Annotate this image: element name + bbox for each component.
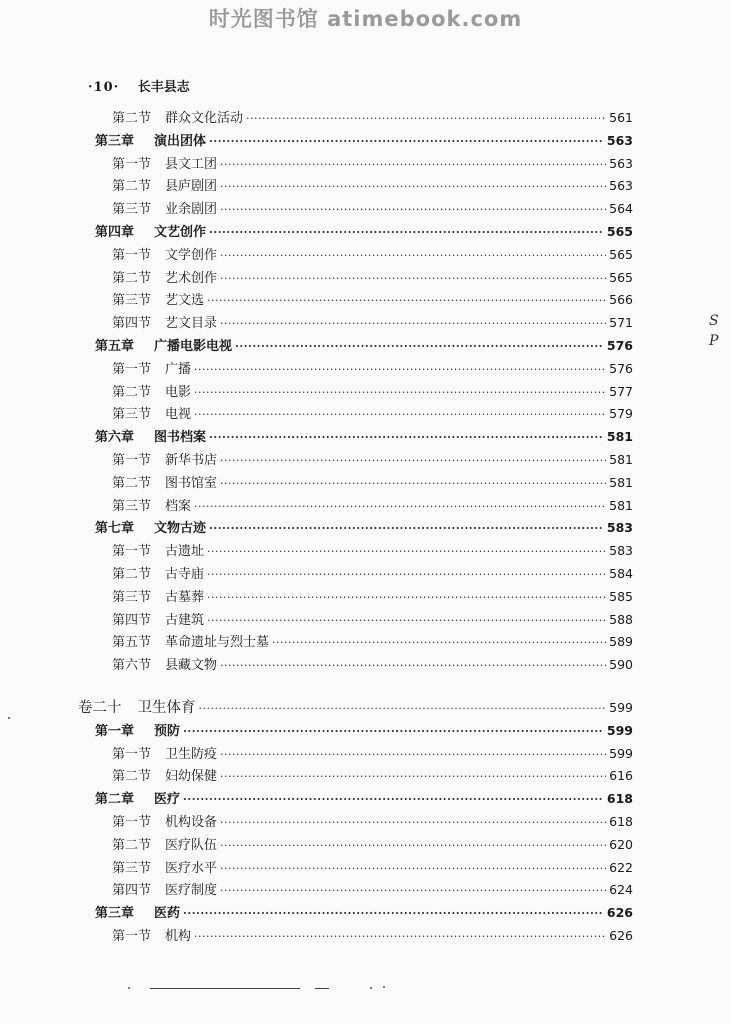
dot-leader (272, 632, 606, 654)
toc-number: 第一章 (95, 723, 135, 739)
margin-note: S (709, 313, 719, 329)
toc-title: 电影 (165, 384, 192, 400)
toc-title: 广播电影电视 (154, 339, 233, 354)
dot-leader (220, 766, 606, 788)
toc-title: 机构 (165, 929, 192, 944)
toc-label (112, 587, 204, 609)
toc-page-number: 571 (609, 315, 633, 331)
toc-page-number: 579 (609, 406, 633, 422)
toc-label (112, 313, 217, 335)
toc-number: 第三章 (95, 906, 135, 922)
toc-number: 第七章 (95, 521, 135, 537)
dot-leader (220, 176, 606, 198)
toc-label (112, 290, 204, 312)
toc-page-number: 616 (609, 768, 633, 784)
toc-entry-section (112, 289, 633, 311)
toc-number: 第二节 (112, 567, 152, 582)
scan-speck (370, 987, 372, 989)
toc-label (112, 564, 204, 586)
toc-number: 第一节 (112, 156, 152, 172)
dot-leader (220, 744, 606, 766)
toc-title: 档案 (165, 498, 192, 514)
footer-rule (150, 988, 300, 989)
dot-leader (194, 404, 606, 426)
toc-label (112, 176, 217, 198)
toc-label (95, 518, 206, 540)
toc-entry-section (112, 153, 633, 175)
toc-label (112, 541, 204, 563)
toc-entry-chapter (95, 426, 633, 448)
toc-page-number: 626 (606, 905, 633, 921)
footer-rule (315, 988, 329, 989)
dot-leader (183, 903, 604, 925)
toc-entry-chapter (95, 517, 633, 539)
toc-label (95, 903, 180, 925)
dot-leader (220, 199, 606, 221)
toc-page-number: 581 (609, 452, 633, 467)
toc-page-number: 583 (609, 543, 633, 559)
toc-entry-section (112, 563, 633, 585)
toc-number: 第一节 (112, 361, 152, 377)
toc-label (95, 789, 180, 811)
dot-leader (209, 131, 604, 153)
toc-title: 业余剧团 (165, 202, 218, 218)
dot-leader (220, 313, 606, 335)
toc-page-number: 565 (609, 269, 633, 285)
toc-entry-chapter (95, 335, 633, 357)
toc-label (78, 697, 196, 719)
dot-leader (207, 610, 606, 632)
dot-leader (220, 835, 606, 857)
toc-number: 第二章 (95, 792, 135, 808)
dot-leader (246, 108, 606, 130)
toc-page-number: 624 (609, 882, 633, 898)
toc-number: 第四章 (95, 225, 135, 240)
toc-number: 第一节 (112, 815, 152, 830)
toc-number: 第三节 (112, 293, 152, 309)
toc-entry-section (112, 449, 633, 471)
toc-label (112, 744, 217, 766)
toc-title: 卫生防疫 (165, 746, 218, 762)
running-head (88, 76, 190, 95)
dot-leader (220, 880, 606, 902)
dot-leader (194, 926, 606, 948)
toc-title: 图书馆室 (165, 475, 218, 491)
toc-title: 县藏文物 (165, 658, 218, 674)
toc-page-number: 622 (609, 859, 633, 875)
toc-page-number: 561 (609, 110, 633, 125)
toc-number: 第六节 (112, 658, 152, 674)
toc-label (112, 655, 217, 677)
toc-number: 第二节 (112, 111, 152, 126)
toc-entry-section (112, 381, 633, 403)
toc-title: 医疗 (154, 792, 181, 808)
toc-entry-section (112, 743, 633, 765)
toc-page-number: 599 (606, 722, 633, 738)
dot-leader (207, 587, 606, 609)
watermark: 时光图书馆 atimebook.com (208, 7, 523, 31)
toc-number: 第三节 (112, 860, 152, 876)
toc-label (112, 926, 191, 948)
toc-label (112, 404, 191, 426)
toc-entry-volume (78, 697, 633, 719)
toc-entry-section (112, 267, 633, 289)
toc-label (112, 610, 204, 632)
toc-label (112, 450, 217, 472)
toc-entry-section (112, 107, 633, 129)
toc-entry-section (112, 198, 633, 220)
toc-entry-section (112, 586, 633, 608)
toc-number: 第三节 (112, 498, 152, 514)
toc-title: 医疗队伍 (165, 837, 218, 853)
toc-page-number: 566 (609, 292, 633, 308)
toc-number: 第一节 (112, 746, 152, 762)
toc-title: 广播 (165, 361, 192, 377)
toc-title: 新华书店 (165, 453, 218, 468)
toc-label (112, 858, 217, 880)
toc-title: 文学创作 (165, 247, 218, 263)
toc-label (112, 108, 243, 130)
toc-entry-section (112, 175, 633, 197)
toc-title: 县庐剧团 (165, 179, 218, 195)
toc-title: 图书档案 (154, 430, 207, 446)
toc-number: 卷二十 (78, 700, 122, 716)
toc-label (112, 199, 217, 221)
dot-leader (209, 518, 604, 540)
dot-leader (220, 450, 606, 472)
toc-title: 文物古迹 (154, 521, 207, 537)
toc-entry-section (112, 631, 633, 653)
dot-leader (183, 721, 604, 743)
toc-entry-section (112, 654, 633, 676)
toc-title: 艺术创作 (165, 270, 218, 286)
toc-page-number: 620 (609, 836, 633, 852)
toc-entry-section (112, 811, 633, 833)
toc-title: 艺文选 (165, 293, 205, 309)
toc-entry-section (112, 495, 633, 517)
toc-page-number: 618 (606, 791, 633, 807)
toc-entry-section (112, 609, 633, 631)
dot-leader (199, 698, 607, 720)
toc-number: 第三节 (112, 589, 152, 605)
toc-title: 机构设备 (165, 815, 218, 830)
toc-label (112, 382, 191, 404)
toc-page-number: 589 (609, 634, 633, 650)
toc-label (112, 812, 217, 834)
dot-leader (207, 541, 606, 563)
toc-label (112, 632, 269, 654)
toc-number: 第一节 (112, 929, 152, 944)
dot-leader (209, 427, 604, 449)
dot-leader (220, 268, 606, 290)
dot-leader (194, 382, 606, 404)
toc-title: 艺文目录 (165, 316, 218, 332)
toc-page-number: 618 (609, 814, 633, 829)
toc-page-number: 599 (609, 745, 633, 761)
toc-page-number: 563 (609, 155, 633, 171)
toc-entry-section (112, 540, 633, 562)
toc-number: 第四节 (112, 883, 152, 899)
toc-number: 第一节 (112, 247, 152, 263)
toc-label (95, 427, 206, 449)
toc-label (112, 880, 217, 902)
toc-number: 第二节 (112, 475, 152, 491)
toc-entry-section (112, 244, 633, 266)
toc-number: 第一节 (112, 544, 152, 560)
page-number: ·10· (88, 80, 120, 95)
dot-leader (220, 245, 606, 267)
toc-number: 第二节 (112, 179, 152, 195)
toc-title: 县文工团 (165, 156, 218, 172)
toc-page-number: 565 (606, 224, 633, 239)
toc-page-number: 583 (606, 520, 633, 536)
toc-label (112, 766, 217, 788)
toc-page-number: 584 (609, 566, 633, 581)
toc-number: 第四节 (112, 612, 152, 628)
toc-entry-section (112, 358, 633, 380)
toc-number: 第四节 (112, 316, 152, 332)
toc-title: 古寺庙 (165, 567, 205, 582)
toc-number: 第二节 (112, 837, 152, 853)
dot-leader (220, 812, 606, 834)
toc-page-number: 585 (609, 588, 633, 604)
toc-label (112, 245, 217, 267)
toc-title: 医疗水平 (165, 860, 218, 876)
toc-title: 电视 (165, 407, 192, 423)
toc-number: 第五节 (112, 635, 152, 651)
toc-label (112, 473, 217, 495)
dot-leader (194, 496, 606, 518)
toc-page-number: 564 (609, 201, 633, 217)
scan-speck (383, 986, 385, 988)
toc-page-number: 581 (606, 429, 633, 445)
toc-title: 古遗址 (165, 544, 205, 560)
toc-page-number: 599 (609, 700, 633, 715)
toc-title: 预防 (154, 723, 181, 739)
toc-title: 文艺创作 (154, 225, 207, 240)
toc-page-number: 626 (609, 928, 633, 943)
toc-label (95, 336, 232, 358)
toc-entry-section (112, 765, 633, 787)
margin-note: P (709, 333, 719, 349)
toc-entry-chapter (95, 720, 633, 742)
toc-title: 革命遗址与烈士墓 (165, 635, 270, 651)
toc-entry-section (112, 834, 633, 856)
toc-page-number: 577 (609, 383, 633, 399)
toc-number: 第一节 (112, 453, 152, 468)
toc-entry-chapter (95, 788, 633, 810)
toc-title: 医疗制度 (165, 883, 218, 899)
toc-label (95, 131, 206, 153)
toc-title: 卫生体育 (137, 700, 196, 716)
toc-number: 第三节 (112, 407, 152, 423)
toc-entry-chapter (95, 130, 633, 152)
toc-label (112, 154, 217, 176)
toc-label (112, 496, 191, 518)
toc-page-number: 581 (609, 497, 633, 513)
dot-leader (220, 154, 606, 176)
toc-label (95, 222, 206, 244)
toc-page-number: 576 (606, 338, 633, 353)
toc-label (112, 268, 217, 290)
toc-entry-section (112, 925, 633, 947)
dot-leader (235, 336, 604, 358)
toc-title: 古墓葬 (165, 589, 205, 605)
dot-leader (183, 789, 604, 811)
toc-number: 第二节 (112, 384, 152, 400)
dot-leader (209, 222, 604, 244)
dot-leader (220, 473, 606, 495)
toc-page-number: 565 (609, 246, 633, 262)
toc-label (112, 359, 191, 381)
toc-label (112, 835, 217, 857)
toc-page-number: 588 (609, 611, 633, 627)
toc-number: 第二节 (112, 769, 152, 785)
toc-page-number: 590 (609, 657, 633, 673)
dot-leader (220, 858, 606, 880)
toc-number: 第二节 (112, 270, 152, 286)
toc-page-number: 576 (609, 360, 633, 376)
toc-entry-section (112, 312, 633, 334)
toc-entry-chapter (95, 902, 633, 924)
toc-label (95, 721, 180, 743)
scan-speck (128, 987, 130, 989)
toc-page-number: 563 (609, 178, 633, 194)
toc-page-number: 563 (606, 132, 633, 148)
toc-number: 第五章 (95, 339, 135, 354)
dot-leader (207, 290, 606, 312)
toc-page-number: 581 (609, 474, 633, 490)
toc-entry-section (112, 857, 633, 879)
toc-title: 妇幼保健 (165, 769, 218, 785)
dot-leader (194, 359, 606, 381)
toc-entry-chapter (95, 221, 633, 243)
toc-entry-section (112, 472, 633, 494)
book-title: 长丰县志 (137, 80, 190, 95)
dot-leader (220, 655, 606, 677)
toc-title: 医药 (154, 906, 181, 922)
dot-leader (207, 564, 606, 586)
scan-speck (8, 717, 10, 719)
toc-title: 群众文化活动 (165, 111, 244, 126)
toc-number: 第三章 (95, 133, 135, 149)
toc-entry-section (112, 403, 633, 425)
toc-entry-section (112, 879, 633, 901)
toc-title: 古建筑 (165, 612, 205, 628)
toc-number: 第六章 (95, 430, 135, 446)
toc-number: 第三节 (112, 202, 152, 218)
toc-title: 演出团体 (154, 133, 207, 149)
